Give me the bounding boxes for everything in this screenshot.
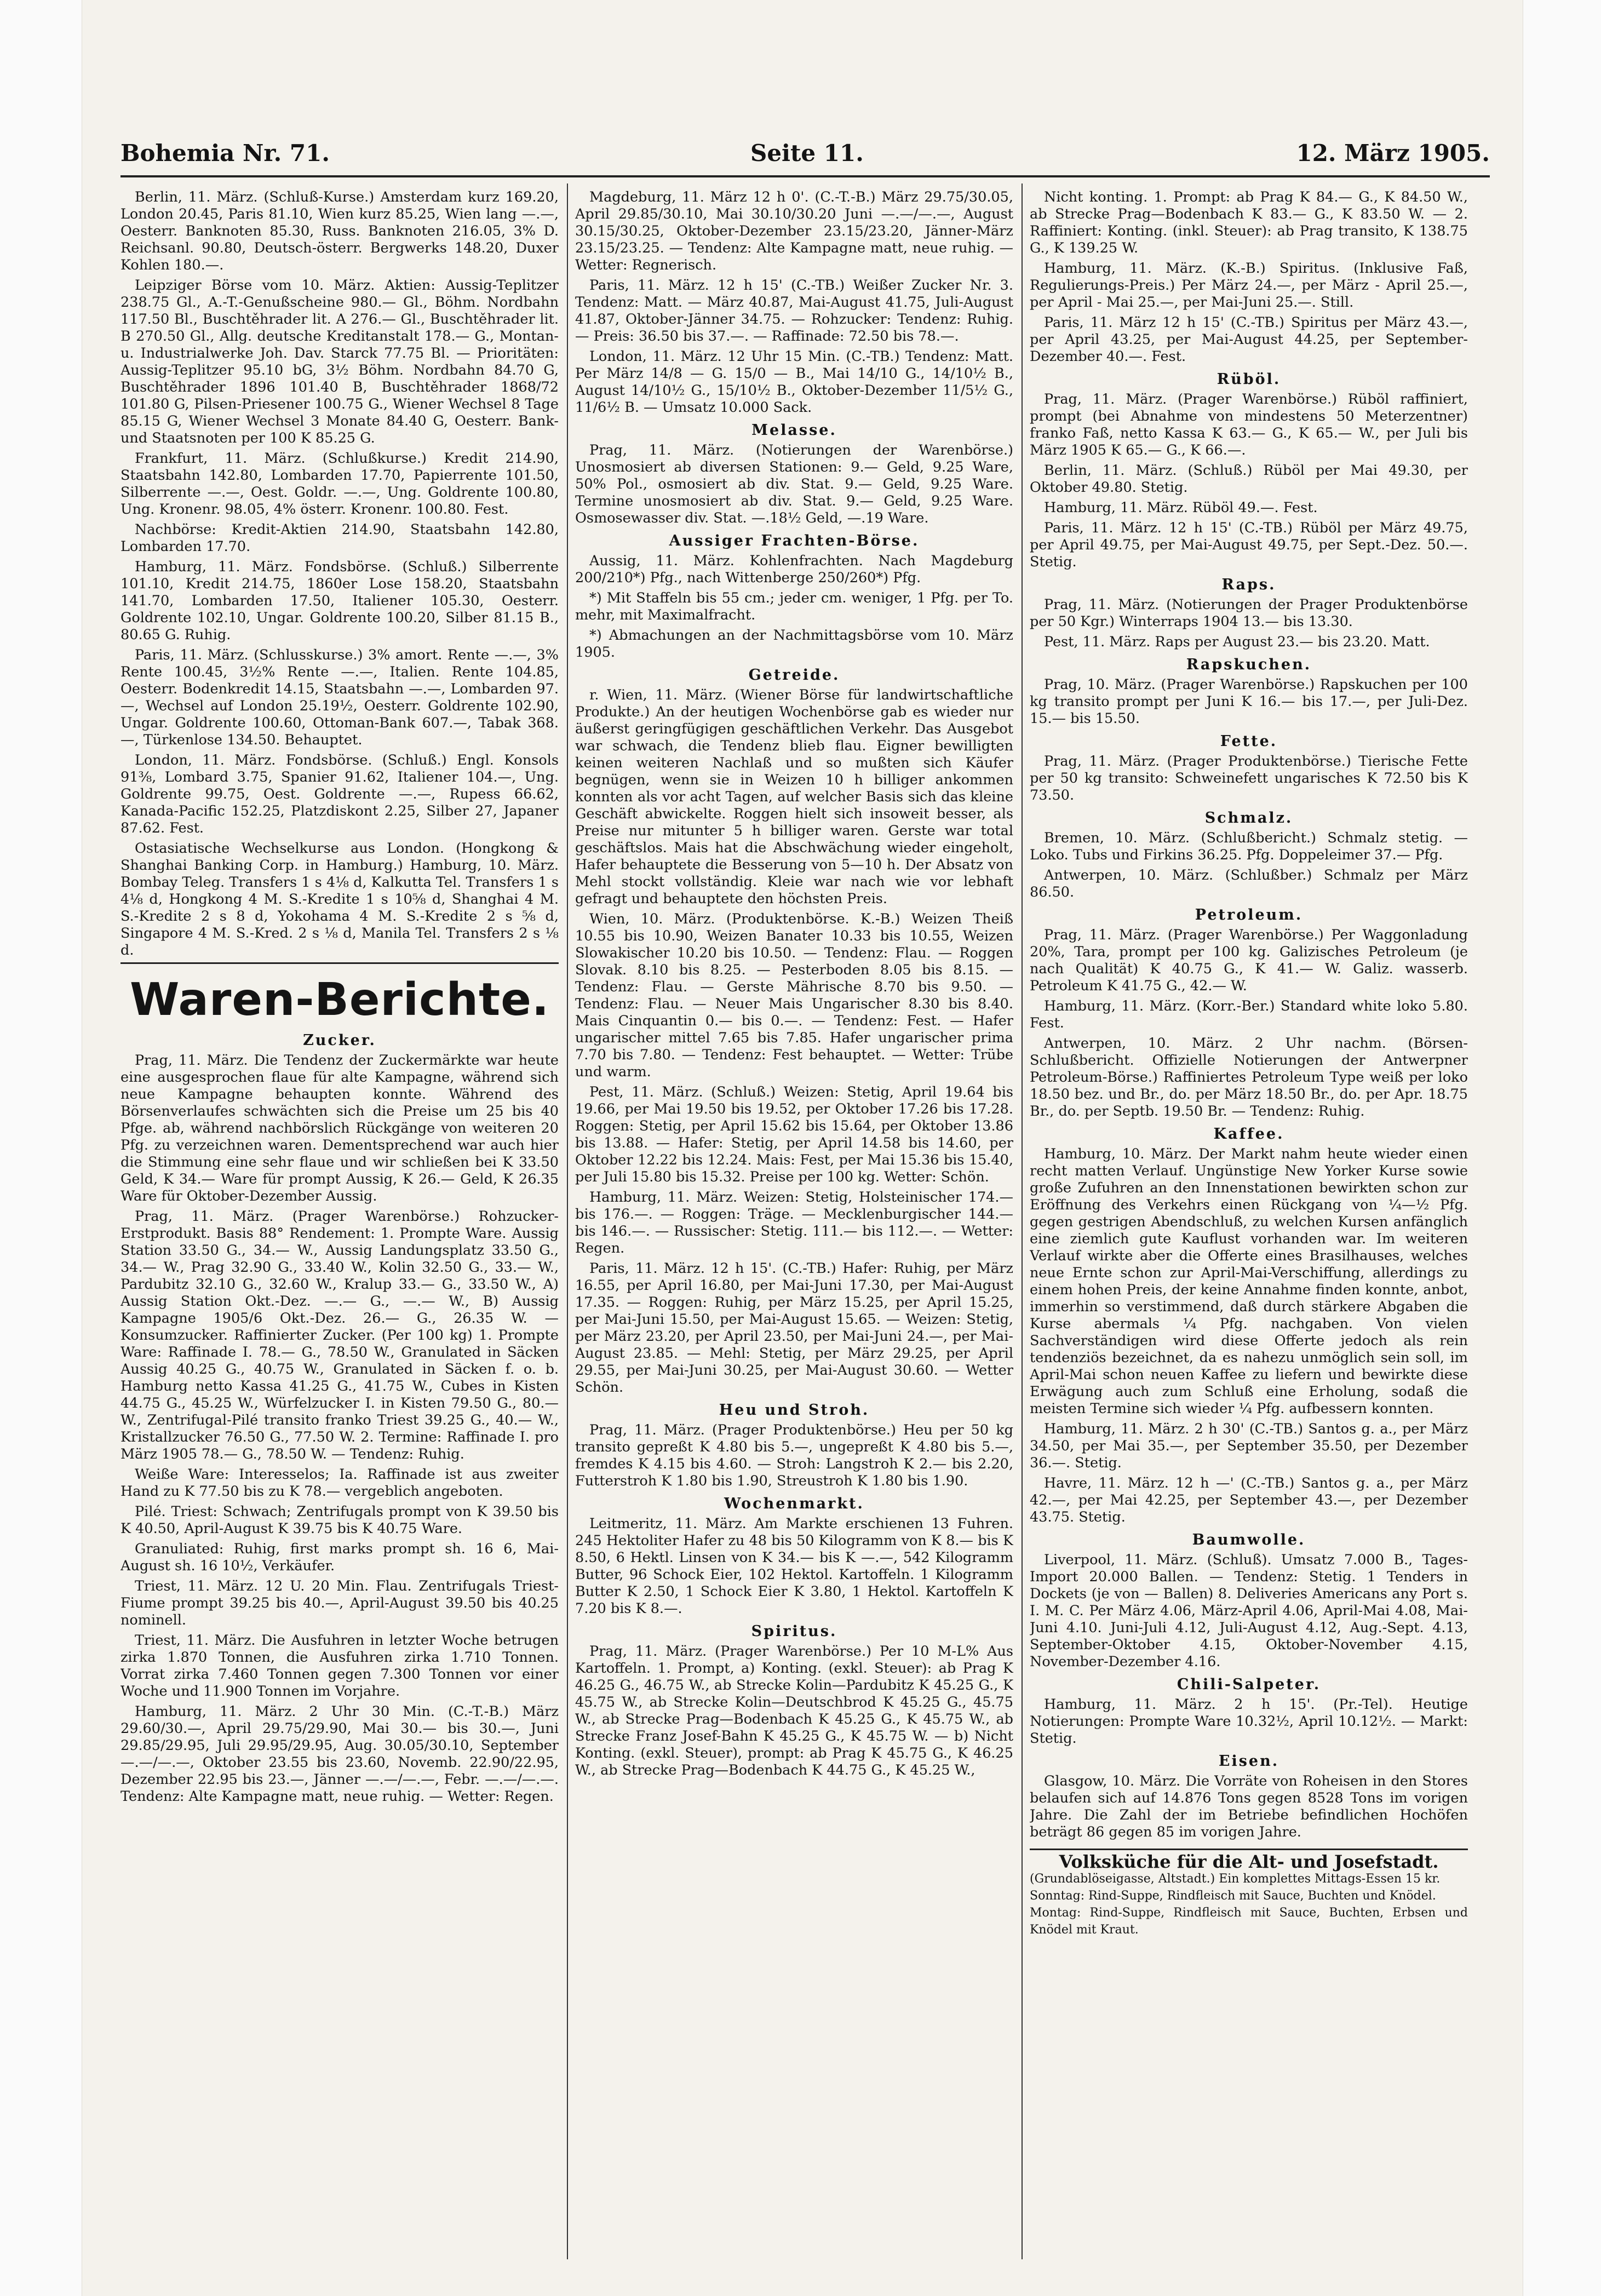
zucker-report-5: Granuliated: Ruhig, first marks prompt sh. 16 6, Mai-August sh. 16 10½, Verkäufer. bbox=[120, 1541, 559, 1574]
petroleum-hamburg: Hamburg, 11. März. (Korr.-Ber.) Standard white loko 5.80. Fest. bbox=[1030, 998, 1468, 1031]
heading-schmalz: Schmalz. bbox=[1204, 810, 1293, 826]
heading-heu-und-stroh: Heu und Stroh. bbox=[719, 1402, 870, 1419]
zucker-london: London, 11. März. 12 Uhr 15 Min. (C.-TB.) Tendenz: Matt. Per März 14/8 — G. 15/0 — B., Mai 14/10 G., 14/10½ B., August 14/10½ G., 15/10½ B., Oktober-Dezember 11/5½ G., 11/6½ B. — Umsatz 10.000 Sack. bbox=[575, 348, 1013, 416]
column-1 bbox=[120, 189, 559, 2270]
header-publication: Bohemia Nr. 71. bbox=[120, 140, 330, 167]
getreide-wien-2: Wien, 10. März. (Produktenbörse. K.-B.) Weizen Theiß 10.55 bis 10.90, Weizen Banater 10.33 bis 10.55, Weizen Slowakischer 10.20 bis 10.50. — Tendenz: Flau. — Roggen Slovak. 8.10 bis 8.25. — Pesterboden 8.05 bis 8.15. — Tendenz: Flau. — Gerste Mährische 8.70 bis 9.50. — Tendenz: Flau. — Neuer Mais Ungarischer 8.30 bis 8.40. Mais Cinquantin 0.— bis 0.—. — Tendenz: Fest. — Hafer ungarischer mittel 7.65 bis 7.85. Hafer ungarischer prima 7.70 bis 7.80. — Tendenz: Fest behauptet. — Wetter: Trübe und warm. bbox=[575, 911, 1013, 1080]
zucker-report-6: Triest, 11. März. 12 U. 20 Min. Flau. Zentrifugals Triest-Fiume prompt 39.25 bis 40.—, April-August 39.50 bis 40.25 nominell. bbox=[120, 1578, 559, 1628]
rueboel-paris: Paris, 11. März. 12 h 15' (C.-TB.) Rüböl per März 49.75, per April 49.75, per Mai-August 49.75, per Sept.-Dez. 50.—. Stetig. bbox=[1030, 520, 1468, 570]
market-report-london: London, 11. März. Fondsbörse. (Schluß.) Engl. Konsols 91⅜, Lombard 3.75, Spanier 91.62, Italiener 104.—, Ung. Goldrente 99.75, Oest. Goldrente —.—, Rupess 66.62, Kanada-Pacific 152.25, Platzdiskont 2.25, Silber 27, Japaner 87.62. Fest. bbox=[120, 752, 559, 836]
petroleum-antwerpen: Antwerpen, 10. März. 2 Uhr nachm. (Börsen-Schlußbericht. Offizielle Notierungen der Antwerpner Petroleum-Börse.) Raffiniertes Petroleum Type weiß per loko 18.50 bez. und Br., do. per März 18.50 Br., do. per Apr. 18.75 Br., do. per Septb. 19.50 Br. — Tendenz: Ruhig. bbox=[1030, 1035, 1468, 1120]
rueboel-hamburg: Hamburg, 11. März. Rüböl 49.—. Fest. bbox=[1044, 500, 1318, 516]
heading-wochenmarkt: Wochenmarkt. bbox=[724, 1495, 864, 1512]
ad-line-1: (Grundablöseigasse, Altstadt.) Ein komplettes Mittags-Essen 15 kr. bbox=[1030, 1872, 1441, 1886]
spiritus-hamburg: Hamburg, 11. März. (K.-B.) Spiritus. (Inklusive Faß, Regulierungs-Preis.) Per März 24.—, per März - April 25.—, per April - Mai 25.—, per Mai-Juni 25.—. Still. bbox=[1030, 260, 1468, 311]
heading-raps: Raps. bbox=[1221, 576, 1276, 593]
market-report-paris: Paris, 11. März. (Schlusskurse.) 3% amort. Rente —.—, 3% Rente 100.45, 3½% Rente —.—, Italien. Rente 104.85, Oesterr. Bodenkredit 14.15, Staatsbahn —.—, Lombarden 97.—, Wechsel auf London 25.19½, Oesterr. Goldrente 102.90, Ungar. Goldrente 100.60, Ottoman-Bank 607.—, Tabak 368.—, Türkenlose 134.50. Behauptet. bbox=[120, 647, 559, 748]
heading-kaffee: Kaffee. bbox=[1213, 1126, 1284, 1143]
raps-pest: Pest, 11. März. Raps per August 23.— bis 23.20. Matt. bbox=[1044, 634, 1430, 650]
market-report-nachboerse: Nachbörse: Kredit-Aktien 214.90, Staatsbahn 142.80, Lombarden 17.70. bbox=[120, 521, 559, 555]
zucker-report-1: Prag, 11. März. Die Tendenz der Zuckermärkte war heute eine ausgesprochen flaue für alte Kampagne, während sich neue Kampagne behaupten konnte. Während des Börsenverlaufes schwächten sich die Preise um 25 bis 40 Pfge. ab, während nachbörslich Rückgänge von weiteren 20 Pfg. zu verzeichnen waren. Dementsprechend war auch hier die Stimmung eine sehr flaue und wir schließen bei K 33.50 Geld, K 34.— Ware für prompt Aussig, K 26.— Geld, K 26.35 Ware für Oktober-Dezember Aussig. bbox=[120, 1052, 559, 1204]
chili-hamburg: Hamburg, 11. März. 2 h 15'. (Pr.-Tel). Heutige Notierungen: Prompte Ware 10.32½, April 10.12½. — Markt: Stetig. bbox=[1030, 1696, 1468, 1747]
heading-spiritus: Spiritus. bbox=[751, 1623, 837, 1640]
column-divider-2 bbox=[1022, 183, 1023, 2259]
heading-baumwolle: Baumwolle. bbox=[1192, 1531, 1306, 1548]
heading-frachten-boerse: Aussiger Frachten-Börse. bbox=[669, 532, 920, 549]
spiritus-prag: Prag, 11. März. (Prager Warenbörse.) Per 10 M-L% Aus Kartoffeln. 1. Prompt, a) Konting. (exkl. Steuer): ab Prag K 46.25 G., 46.75 W., ab Strecke Kolin—Pardubitz K 45.25 G., K 45.75 W., ab Strecke Kolin—Deutschbrod K 45.25 G., 45.75 W., ab Strecke Prag—Bodenbach K 45.25 G., K 45.75 W., ab Strecke Franz Josef-Bahn K 45.25 G., K 45.75 W. — b) Nicht Konting. (exkl. Steuer), prompt: ab Prag K 45.75 G., K 46.25 W., ab Strecke Prag—Bodenbach K 44.75 G., K 45.25 W., bbox=[575, 1643, 1013, 1778]
raps-prag: Prag, 11. März. (Notierungen der Prager Produktenbörse per 50 Kgr.) Winterraps 1904 13.— bis 13.30. bbox=[1030, 596, 1468, 630]
spiritus-prag-cont: Nicht konting. 1. Prompt: ab Prag K 84.— G., K 84.50 W., ab Strecke Prag—Bodenbach K 83.— G., K 83.50 W. — 2. Raffiniert: Konting. (inkl. Steuer): ab Prag transito, K 138.75 G., K 139.25 W. bbox=[1030, 189, 1468, 256]
advertisement-volkskueche bbox=[1030, 1849, 1468, 1938]
heading-rueboel: Rüböl. bbox=[1216, 371, 1281, 388]
frachten-report: Aussig, 11. März. Kohlenfrachten. Nach Magdeburg 200/210*) Pfg., nach Wittenberge 250/260*) Pfg. bbox=[575, 553, 1013, 586]
heu-report: Prag, 11. März. (Prager Produktenbörse.) Heu per 50 kg transito gepreßt K 4.80 bis 5.—, ungepreßt K 4.80 bis 5.—, fremdes K 4.15 bis 4.60. — Stroh: Langstroh K 2.— bis 2.20, Futterstroh K 1.80 bis 1.90, Streustroh K 1.80 bis 1.90. bbox=[575, 1422, 1013, 1489]
schmalz-antwerpen: Antwerpen, 10. März. (Schlußber.) Schmalz per März 86.50. bbox=[1030, 867, 1468, 900]
fette-prag: Prag, 11. März. (Prager Produktenbörse.) Tierische Fette per 50 kg transito: Schweinefett ungarisches K 72.50 bis K 73.50. bbox=[1030, 753, 1468, 803]
column-3 bbox=[1030, 189, 1468, 2270]
market-report-frankfurt: Frankfurt, 11. März. (Schlußkurse.) Kredit 214.90, Staatsbahn 142.80, Lombarden 17.70, Papierrente 101.50, Silberrente —.—, Oest. Goldr. —.—, Ung. Goldrente 100.80, Ung. Kronenr. 98.05, 4% österr. Kronenr. 100.80. Fest. bbox=[120, 450, 559, 518]
petroleum-prag: Prag, 11. März. (Prager Warenbörse.) Per Waggonladung 20%, Tara, prompt per 100 kg. Galizisches Petroleum (je nach Qualität) K 40.75 G., K 41.— W. Galiz. wasserb. Petroleum K 41.75 G., 42.— W. bbox=[1030, 927, 1468, 994]
frachten-footnote-1: *) Mit Staffeln bis 55 cm.; jeder cm. weniger, 1 Pfg. per To. mehr, mit Maximalfracht. bbox=[575, 590, 1013, 623]
zucker-report-7: Triest, 11. März. Die Ausfuhren in letzter Woche betrugen zirka 1.870 Tonnen, die Ausfuhren zirka 1.710 Tonnen. Vorrat zirka 7.460 Tonnen gegen 7.300 Tonnen vor einer Woche und 11.900 Tonnen im Vorjahre. bbox=[120, 1632, 559, 1700]
section-title-waren-berichte: Waren-Berichte. bbox=[130, 974, 549, 1026]
column-2 bbox=[575, 189, 1013, 2270]
frachten-footnote-2: *) Abmachungen an der Nachmittagsbörse vom 10. März 1905. bbox=[575, 627, 1013, 661]
spiritus-paris: Paris, 11. März 12 h 15' (C.-TB.) Spiritus per März 43.—, per April 43.25, per Mai-August 44.25, per September-Dezember 40.—. Fest. bbox=[1030, 314, 1468, 365]
zucker-report-4: Pilé. Triest: Schwach; Zentrifugals prompt von K 39.50 bis K 40.50, April-August K 39.75 bis K 40.75 Ware. bbox=[120, 1503, 559, 1537]
heading-melasse: Melasse. bbox=[751, 422, 837, 439]
zucker-report-8: Hamburg, 11. März. 2 Uhr 30 Min. (C.-T.-B.) März 29.60/30.—, April 29.75/29.90, Mai 30.— bis 30.—, Juni 29.85/29.95, Juli 29.95/29.95, Aug. 30.05/30.10, September —.—/—.—, Oktober 23.55 bis 23.60, Novemb. 22.90/22.95, Dezember 22.95 bis 23.—, Jänner —.—/—.—, Febr. —.—/—.—. Tendenz: Alte Kampagne matt, neue ruhig. — Wetter: Regen. bbox=[120, 1703, 559, 1805]
zucker-paris: Paris, 11. März. 12 h 15' (C.-TB.) Weißer Zucker Nr. 3. Tendenz: Matt. — März 40.87, Mai-August 41.75, Juli-August 41.87, Oktober-Jänner 34.75. — Rohzucker: Tendenz: Ruhig. — Preis: 36.50 bis 37.—. — Raffinade: 72.50 bis 78.—. bbox=[575, 277, 1013, 345]
newspaper-page bbox=[82, 0, 1523, 2296]
market-report-berlin: Berlin, 11. März. (Schluß-Kurse.) Amsterdam kurz 169.20, London 20.45, Paris 81.10, Wien kurz 85.25, Wien lang —.—, Oesterr. Banknoten 85.30, Russ. Banknoten 216.05, 3% D. Reichsanl. 90.80, Deutsch-österr. Bergwerks 148.20, Duxer Kohlen 180.—. bbox=[120, 189, 559, 273]
eisen-glasgow: Glasgow, 10. März. Die Vorräte von Roheisen in den Stores belaufen sich auf 14.876 Tons gegen 8528 Tons im vorigen Jahre. Die Zahl der im Betriebe befindlichen Hochöfen beträgt 86 gegen 85 im vorigen Jahre. bbox=[1030, 1773, 1468, 1840]
header-page-number: Seite 11. bbox=[750, 140, 864, 167]
rapskuchen-prag: Prag, 10. März. (Prager Warenbörse.) Rapskuchen per 100 kg transito prompt per Juni K 16.— bis 17.—, per Juli-Dez. 15.— bis 15.50. bbox=[1030, 676, 1468, 727]
zucker-magdeburg: Magdeburg, 11. März 12 h 0'. (C.-T.-B.) März 29.75/30.05, April 29.85/30.10, Mai 30.10/30.20 Juni —.—/—.—, August 30.15/30.25, Oktober-Dezember 23.15/23.20, Jänner-März 23.15/23.25. — Tendenz: Alte Kampagne matt, neue ruhig. — Wetter: Regnerisch. bbox=[575, 189, 1013, 273]
heading-eisen: Eisen. bbox=[1218, 1753, 1279, 1770]
zucker-report-2: Prag, 11. März. (Prager Warenbörse.) Rohzucker-Erstprodukt. Basis 88° Rendement: 1. Prompte Ware. Aussig Station 33.50 G., 34.— W., Aussig Landungsplatz 33.50 G., 34.— W., Prag 32.90 G., 33.40 W., Kolin 32.50 G., 33.— W., Pardubitz 32.10 G., 32.60 W., Kralup 33.— G., 33.50 W., A) Aussig Station Okt.-Dez. —.— G., —.— W., B) Aussig Kampagne 1905/6 Okt.-Dez. 26.— G., 26.35 W. — Konsumzucker. Raffinierter Zucker. (Per 100 kg) 1. Prompte Ware: Raffinade I. 78.— G., 78.50 W., Granulated in Säcken Aussig 40.25 G., 40.75 W., Granulated in Säcken f. o. b. Hamburg netto Kassa 41.25 G., 41.75 W., Cubes in Kisten 44.75 G., 45.25 W., Würfelzucker I. in Kisten 79.50 G., 80.— W., Zentrifugal-Pilé transito franko Triest 39.25 G., 40.— W., Kristallzucker 76.50 G., 77.50 W. 2. Termine: Raffinade I. pro März 1905 78.— G., 78.50 W. — Tendenz: Ruhig. bbox=[120, 1208, 559, 1462]
market-report-hamburg: Hamburg, 11. März. Fondsbörse. (Schluß.) Silberrente 101.10, Kredit 214.75, 1860er Lose 158.20, Staatsbahn 141.70, Lombarden 17.50, Italiener 105.30, Oesterr. Goldrente 102.10, Ungar. Goldrente 100.20, Silber 81.15 B., 80.65 G. Ruhig. bbox=[120, 559, 559, 643]
melasse-report: Prag, 11. März. (Notierungen der Warenbörse.) Unosmosiert ab diversen Stationen: 9.— Geld, 9.25 Ware, 50% Pol., osmosiert ab div. Stat. 9.— Geld, 9.25 Ware. Termine unosmosiert ab div. Stat. 9.— Geld, 9.25 Ware. Osmosewasser div. Stat. —.18½ Geld, —.19 Ware. bbox=[575, 442, 1013, 526]
rueboel-prag: Prag, 11. März. (Prager Warenbörse.) Rüböl raffiniert, prompt (bei Abnahme von mindestens 50 Meterzentner) franko Faß, netto Kassa K 63.— G., K 65.— W., per Juli bis März 1905 K 65.— G., K 66.—. bbox=[1030, 391, 1468, 458]
getreide-paris: Paris, 11. März. 12 h 15'. (C.-TB.) Hafer: Ruhig, per März 16.55, per April 16.80, per Mai-Juni 17.30, per Mai-August 17.35. — Roggen: Ruhig, per März 15.25, per April 15.25, per Mai-Juni 15.50, per Mai-August 15.65. — Weizen: Stetig, per März 23.20, per April 23.50, per Mai-Juni 24.—, per Mai-August 23.85. — Mehl: Stetig, per März 29.25, per April 29.55, per Mai-Juni 30.25, per Mai-August 30.60. — Wetter Schön. bbox=[575, 1260, 1013, 1396]
header-rule bbox=[120, 175, 1490, 177]
getreide-hamburg: Hamburg, 11. März. Weizen: Stetig, Holsteinischer 174.— bis 176.—. — Roggen: Träge. — Mecklenburgischer 144.— bis 146.—. — Russischer: Stetig. 111.— bis 112.—. — Wetter: Regen. bbox=[575, 1189, 1013, 1256]
heading-rapskuchen: Rapskuchen. bbox=[1186, 656, 1312, 673]
ad-line-2: Sonntag: Rind-Suppe, Rindfleisch mit Sauce, Buchten und Knödel. bbox=[1030, 1889, 1436, 1903]
wochenmarkt-report: Leitmeritz, 11. März. Am Markte erschienen 13 Fuhren. 245 Hektoliter Hafer zu 48 bis 50 Kilogramm von K 8.— bis K 8.50, 6 Hektl. Linsen von K 34.— bis K —.—, 542 Kilogramm Butter, 96 Schock Eier, 102 Hektol. Kartoffeln. 1 Kilogramm Butter K 2.50, 1 Schock Eier K 3.80, 1 Hektol. Kartoffeln K 7.20 bis K 8.—. bbox=[575, 1516, 1013, 1617]
kaffee-hamburg-1: Hamburg, 10. März. Der Markt nahm heute wieder einen recht matten Verlauf. Ungünstige New Yorker Kurse sowie große Zufuhren an den Innenstationen bewirkten schon zur Eröffnung des Verkehrs einen Rückgang von ¼—½ Pfg. gegen gestrigen Abendschluß, zu welchen Kursen anfänglich eine ziemlich gute Kauflust vorhanden war. Im weiteren Verlauf wirkte aber die Offerte eines Brasilhauses, welches neue Ernte schon zur April-Mai-Verschiffung, allerdings zu einem hohen Preis, der keine Annahme finden konnte, anbot, immerhin so verstimmend, daß durch stärkere Abgaben die Kurse abermals ¼ Pfg. nachgaben. Von vielen Sachverständigen wird diese Offerte jedoch als rein tendenziös bezeichnet, da es nahezu unmöglich sein soll, im April-Mai schon neuen Kaffee zu liefern und bewirkte diese Erwägung auch zum Schluß eine Erholung, sodaß die meisten Termine sich wieder ¼ Pfg. aufbessern konnten. bbox=[1030, 1146, 1468, 1417]
heading-getreide: Getreide. bbox=[748, 667, 840, 684]
header-date: 12. März 1905. bbox=[1296, 140, 1490, 167]
ad-title: Volksküche für die Alt- und Josefstadt. bbox=[1059, 1851, 1439, 1872]
page-header bbox=[120, 140, 1490, 173]
getreide-pest: Pest, 11. März. (Schluß.) Weizen: Stetig, April 19.64 bis 19.66, per Mai 19.50 bis 19.52, per Oktober 17.26 bis 17.28. Roggen: Stetig, per April 15.62 bis 15.64, per Oktober 13.86 bis 13.88. — Hafer: Stetig, per April 14.58 bis 14.60, per Oktober 12.22 bis 12.24. Mais: Fest, per Mai 15.36 bis 15.40, per Juli 15.80 bis 15.32. Preise per 100 kg. Wetter: Schön. bbox=[575, 1084, 1013, 1185]
heading-fette: Fette. bbox=[1220, 733, 1278, 750]
kaffee-hamburg-2: Hamburg, 11. März. 2 h 30' (C.-TB.) Santos g. a., per März 34.50, per Mai 35.—, per September 35.50, per Dezember 36.—. Stetig. bbox=[1030, 1421, 1468, 1471]
getreide-wien-1: r. Wien, 11. März. (Wiener Börse für landwirtschaftliche Produkte.) An der heutigen Wochenbörse gab es wieder nur äußerst geringfügigen geschäftlichen Verkehr. Das Ausgebot war schwach, die Tendenz blieb flau. Eigner bewilligten keinen weiteren Nachlaß und so mußten sich Käufer begnügen, wenn sie in Weizen 10 h billiger ankommen konnten als vor acht Tagen, auf welcher Basis sich das kleine Geschäft abwickelte. Roggen hielt sich insoweit besser, als Preise nur mitunter 5 h billiger waren. Gerste war total geschäftslos. Mais hat die Abschwächung wieder eingeholt, Hafer behauptete die Besserung von 5—10 h. Der Absatz von Mehl stockt vollständig. Kleie war nach wie vor lebhaft gefragt und behauptete den höchsten Preis. bbox=[575, 687, 1013, 907]
market-report-ostasien: Ostasiatische Wechselkurse aus London. (Hongkong & Shanghai Banking Corp. in Hamburg.) Hamburg, 10. März. Bombay Teleg. Transfers 1 s 4⅛ d, Kalkutta Tel. Transfers 1 s 4⅛ d, Hongkong 4 M. S.-Kredite 1 s 10⅝ d, Shanghai 4 M. S.-Kredite 2 s 8 d, Yokohama 4 M. S.-Kredite 2 s ⅝ d, Singapore 4 M. S.-Kred. 2 s ⅛ d, Manila Tel. Transfers 2 s ⅛ d. bbox=[120, 840, 559, 958]
section-rule bbox=[120, 962, 559, 964]
baumwolle-liverpool: Liverpool, 11. März. (Schluß). Umsatz 7.000 B., Tages-Import 20.000 Ballen. — Tendenz: Stetig. 1 Tenders in Dockets (je von — Ballen) 8. Deliveries Americans any Port s. I. M. C. Per März 4.06, März-April 4.06, April-Mai 4.08, Mai-Juni 4.10. Juni-Juli 4.12, Juli-August 4.12, Aug.-Sept. 4.13, September-Oktober 4.15, Oktober-November 4.15, November-Dezember 4.16. bbox=[1030, 1552, 1468, 1670]
column-divider-1 bbox=[567, 183, 568, 2259]
market-report-leipzig: Leipziger Börse vom 10. März. Aktien: Aussig-Teplitzer 238.75 Gl., A.-T.-Genußscheine 980.— Gl., Böhm. Nordbahn 117.50 Bl., Buschtěhrader lit. A 276.— Gl., Buschtěhrader lit. B 270.50 Gl., Allg. deutsche Kreditanstalt 178.— G., Montan- u. Industrialwerke Joh. Dav. Starck 77.75 Bl. — Prioritäten: Aussig-Teplitzer 95.10 bG, 3½ Böhm. Nordbahn 84.70 G, Buschtěhrader 1896 101.40 B, Buschtěhrader 1868/72 101.80 G, Pilsen-Priesener 100.75 G., Wiener Wechsel 8 Tage 85.15 G, Wiener Wechsel 3 Monate 84.40 G, Oesterr. Bank- und Staatsnoten per 100 K 85.25 G. bbox=[120, 277, 559, 446]
kaffee-havre: Havre, 11. März. 12 h —' (C.-TB.) Santos g. a., per März 42.—, per Mai 42.25, per September 43.—, per Dezember 43.75. Stetig. bbox=[1030, 1475, 1468, 1525]
ad-line-3: Montag: Rind-Suppe, Rindfleisch mit Sauce, Buchten, Erbsen und Knödel mit Kraut. bbox=[1030, 1906, 1468, 1937]
heading-petroleum: Petroleum. bbox=[1195, 906, 1303, 923]
heading-chili-salpeter: Chili-Salpeter. bbox=[1177, 1676, 1321, 1693]
heading-zucker: Zucker. bbox=[303, 1032, 376, 1049]
rueboel-berlin: Berlin, 11. März. (Schluß.) Rüböl per Mai 49.30, per Oktober 49.80. Stetig. bbox=[1030, 462, 1468, 496]
schmalz-bremen: Bremen, 10. März. (Schlußbericht.) Schmalz stetig. — Loko. Tubs und Firkins 36.25. Pfg. Doppeleimer 37.— Pfg. bbox=[1030, 830, 1468, 863]
zucker-report-3: Weiße Ware: Interesselos; Ia. Raffinade ist aus zweiter Hand zu K 77.50 bis zu K 78.— vergeblich angeboten. bbox=[120, 1466, 559, 1500]
